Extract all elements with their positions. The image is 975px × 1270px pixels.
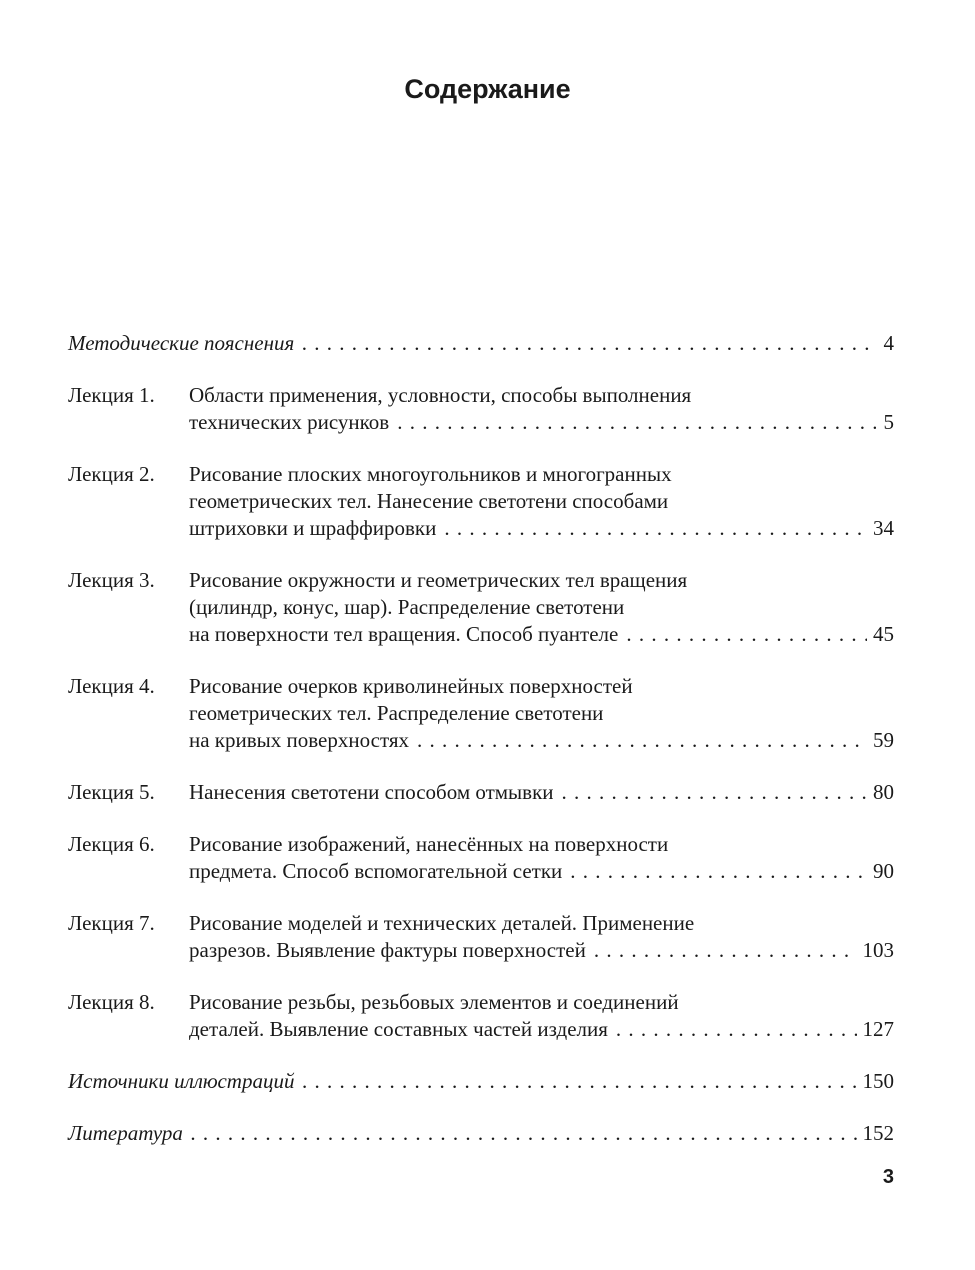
dot-leader — [626, 621, 867, 648]
toc-entry-text-line: Литература — [68, 1121, 183, 1145]
toc-entry-page: 80 — [873, 780, 894, 804]
toc-entry-label: Лекция 6. — [68, 832, 155, 856]
toc-entry-page: 152 — [862, 1121, 894, 1145]
toc-entry-text-line: Рисование плоских многоугольников и многогранных — [189, 462, 672, 486]
toc-entry-text-line: Рисование очерков криволинейных поверхностей — [189, 674, 633, 698]
toc-entry-label: Лекция 2. — [68, 462, 155, 486]
dot-leader — [444, 515, 867, 542]
toc-entry[interactable] — [68, 330, 894, 357]
dot-leader — [191, 1120, 857, 1147]
dot-leader — [302, 330, 876, 357]
toc-entry[interactable] — [68, 989, 894, 1043]
toc-entry-text-line: деталей. Выявление составных частей изделия — [189, 1017, 608, 1041]
dot-leader — [417, 727, 867, 754]
toc-entry-page: 103 — [862, 938, 894, 962]
page-title: Содержание — [404, 74, 571, 104]
toc-entry-label: Лекция 3. — [68, 568, 155, 592]
toc-entry[interactable] — [68, 831, 894, 885]
toc-entry-label: Лекция 5. — [68, 780, 155, 804]
toc-entry-page: 34 — [873, 516, 894, 540]
dot-leader — [616, 1016, 857, 1043]
toc-entry-label: Лекция 1. — [68, 383, 155, 407]
toc-entry-text-line: геометрических тел. Распределение светотени — [189, 701, 604, 725]
toc-entry-label: Лекция 4. — [68, 674, 155, 698]
toc-entry-page: 150 — [862, 1069, 894, 1093]
toc-entry-text-line: Рисование моделей и технических деталей. Применение — [189, 911, 695, 935]
toc-entry-text-line: штриховки и шраффировки — [189, 516, 437, 540]
toc-entry-page: 90 — [873, 859, 894, 883]
toc-entry[interactable] — [68, 1120, 894, 1147]
toc-entry[interactable] — [68, 461, 894, 542]
page-number: 3 — [882, 1166, 894, 1188]
table-of-contents — [68, 330, 894, 1172]
toc-entry-text-line: предмета. Способ вспомогательной сетки — [189, 859, 563, 883]
dot-leader — [570, 858, 867, 885]
toc-entry[interactable] — [68, 1068, 894, 1095]
dot-leader — [594, 937, 857, 964]
toc-entry-text-line: Рисование изображений, нанесённых на поверхности — [189, 832, 669, 856]
toc-entry[interactable] — [68, 382, 894, 436]
toc-entry-page: 5 — [883, 410, 894, 434]
toc-entry[interactable] — [68, 910, 894, 964]
toc-entry-text-line: на поверхности тел вращения. Способ пуантеле — [189, 622, 619, 646]
toc-entry-label: Лекция 7. — [68, 911, 155, 935]
dot-leader — [562, 779, 867, 806]
toc-entry[interactable] — [68, 673, 894, 754]
toc-entry-page: 59 — [873, 728, 894, 752]
toc-entry-text-line: Методические пояснения — [68, 331, 295, 355]
toc-entry[interactable] — [68, 779, 894, 806]
dot-leader — [302, 1068, 856, 1095]
toc-entry[interactable] — [68, 567, 894, 648]
toc-entry-page: 45 — [873, 622, 894, 646]
toc-entry-text-line: Рисование резьбы, резьбовых элементов и соединений — [189, 990, 679, 1014]
toc-entry-page: 127 — [862, 1017, 894, 1041]
toc-entry-text-line: технических рисунков — [189, 410, 390, 434]
toc-entry-label: Лекция 8. — [68, 990, 155, 1014]
toc-entry-text-line: (цилиндр, конус, шар). Распределение светотени — [189, 595, 625, 619]
toc-entry-text-line: Рисование окружности и геометрических тел вращения — [189, 568, 688, 592]
toc-entry-text-line: Области применения, условности, способы выполнения — [189, 383, 692, 407]
toc-entry-page: 4 — [883, 331, 894, 355]
toc-entry-text-line: Источники иллюстраций — [68, 1069, 295, 1093]
toc-entry-text-line: разрезов. Выявление фактуры поверхностей — [189, 938, 586, 962]
dot-leader — [397, 409, 876, 436]
toc-entry-text-line: на кривых поверхностях — [189, 728, 410, 752]
toc-entry-text-line: Нанесения светотени способом отмывки — [189, 780, 554, 804]
toc-entry-text-line: геометрических тел. Нанесение светотени способами — [189, 489, 669, 513]
